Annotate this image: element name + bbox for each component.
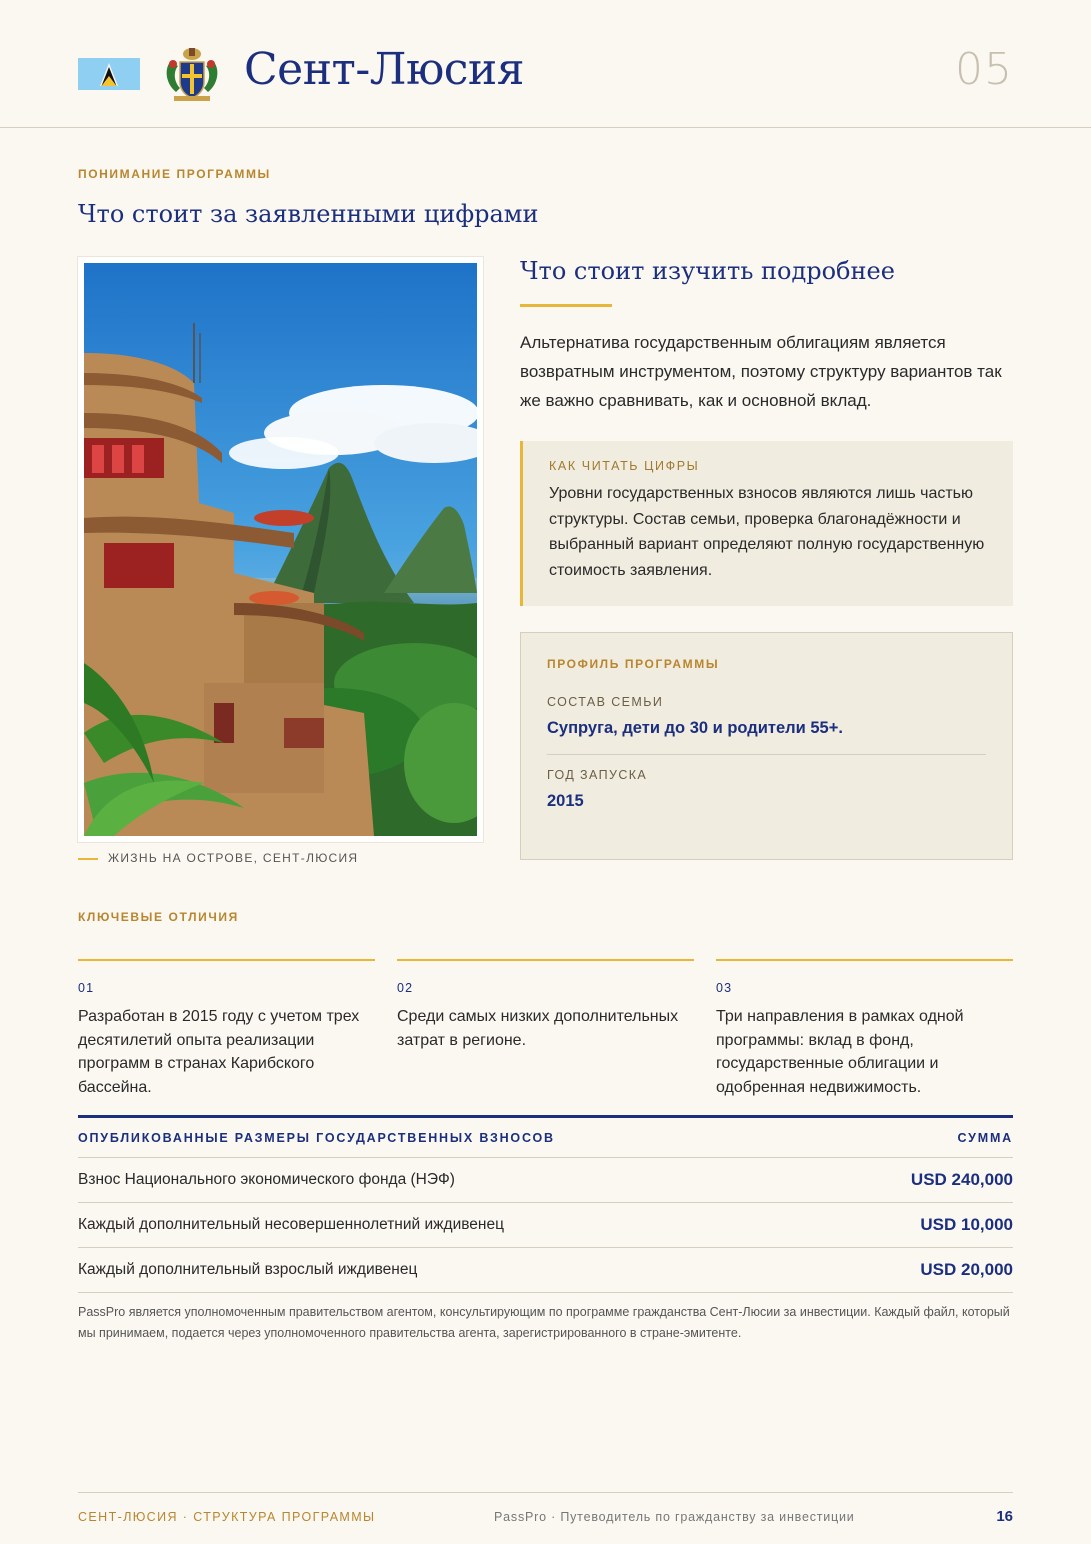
fees-header-amount: СУММА: [957, 1130, 1013, 1145]
profile-label-launch-year: ГОД ЗАПУСКА: [547, 768, 648, 782]
footer-section-label: СЕНТ-ЛЮСИЯ · СТРУКТУРА ПРОГРАММЫ: [78, 1510, 376, 1524]
profile-value-launch-year: 2015: [547, 792, 584, 810]
program-profile-card: [520, 632, 1013, 860]
table-row: [78, 1203, 1013, 1248]
island-resort-image: [84, 263, 477, 836]
caption-dash: [78, 858, 98, 860]
difference-text: Три направления в рамках одной программы: вклад в фонд, государственные облигации и одобренная недвижимость.: [716, 1008, 964, 1096]
country-title: Сент-Люсия: [244, 44, 524, 95]
differences-eyebrow: КЛЮЧЕВЫЕ ОТЛИЧИЯ: [78, 910, 239, 924]
details-rule: [520, 304, 612, 307]
profile-divider: [547, 754, 986, 755]
difference-text: Среди самых низких дополнительных затрат в регионе.: [397, 1008, 679, 1049]
saint-lucia-coat-of-arms-icon: [160, 44, 224, 104]
profile-eyebrow: ПРОФИЛЬ ПРОГРАММЫ: [547, 657, 720, 671]
difference-number: 03: [716, 981, 733, 995]
how-to-read-note: [520, 441, 1013, 606]
fee-amount: USD 240,000: [910, 1170, 1013, 1189]
table-row: [78, 1158, 1013, 1203]
difference-number: 01: [78, 981, 95, 995]
island-photo: [78, 257, 483, 842]
details-body: Альтернатива государственным облигациям является возвратным инструментом, поэтому структуру вариантов так же важно сравнивать, как и основной вклад.: [520, 333, 1002, 410]
note-text: Уровни государственных взносов являются лишь частью структуры. Состав семьи, проверка благонадёжности и выбранный вариант определяют полную государственную стоимость заявления.: [549, 485, 985, 579]
details-title: Что стоит изучить подробнее: [520, 257, 895, 285]
fee-label: Взнос Национального экономического фонда (НЭФ): [78, 1171, 455, 1188]
footer-publication: PassPro · Путеводитель по гражданству за инвестиции: [494, 1510, 855, 1524]
profile-value-family: Супруга, дети до 30 и родители 55+.: [547, 719, 843, 737]
difference-item: [716, 959, 1013, 1099]
photo-caption: [78, 851, 358, 865]
note-eyebrow: КАК ЧИТАТЬ ЦИФРЫ: [549, 459, 700, 473]
fee-amount: USD 20,000: [920, 1260, 1013, 1279]
fee-label: Каждый дополнительный несовершеннолетний иждивенец: [78, 1216, 504, 1233]
section-eyebrow: ПОНИМАНИЕ ПРОГРАММЫ: [78, 167, 271, 181]
saint-lucia-flag-icon: [78, 58, 140, 90]
disclaimer: PassPro является уполномоченным правительством агентом, консультирующим по программе гражданства Сент-Люсии за инвестиции. Каждый файл, который мы принимаем, подается через уполномоченного правительства агента, зарегистрированного в стране-эмитенте.: [78, 1305, 1010, 1340]
table-row: [78, 1248, 1013, 1293]
fee-amount: USD 10,000: [920, 1215, 1013, 1234]
chapter-number: 05: [955, 44, 1013, 95]
section-title: Что стоит за заявленными цифрами: [78, 200, 539, 228]
difference-item: [397, 959, 694, 1052]
fees-header-label: ОПУБЛИКОВАННЫЕ РАЗМЕРЫ ГОСУДАРСТВЕННЫХ ВЗНОСОВ: [78, 1130, 555, 1145]
page-number: 16: [996, 1508, 1013, 1525]
page-header: [0, 0, 1091, 128]
profile-label-family: СОСТАВ СЕМЬИ: [547, 695, 664, 709]
fees-table: [78, 1115, 1013, 1293]
page-footer: [78, 1492, 1013, 1544]
difference-item: [78, 959, 375, 1099]
photo-caption-text: ЖИЗНЬ НА ОСТРОВЕ, СЕНТ-ЛЮСИЯ: [108, 851, 359, 865]
fee-label: Каждый дополнительный взрослый иждивенец: [78, 1261, 418, 1278]
difference-number: 02: [397, 981, 414, 995]
difference-text: Разработан в 2015 году с учетом трех десятилетий опыта реализации программ в странах Карибского бассейна.: [78, 1008, 360, 1096]
fees-table-header: [78, 1118, 1013, 1158]
